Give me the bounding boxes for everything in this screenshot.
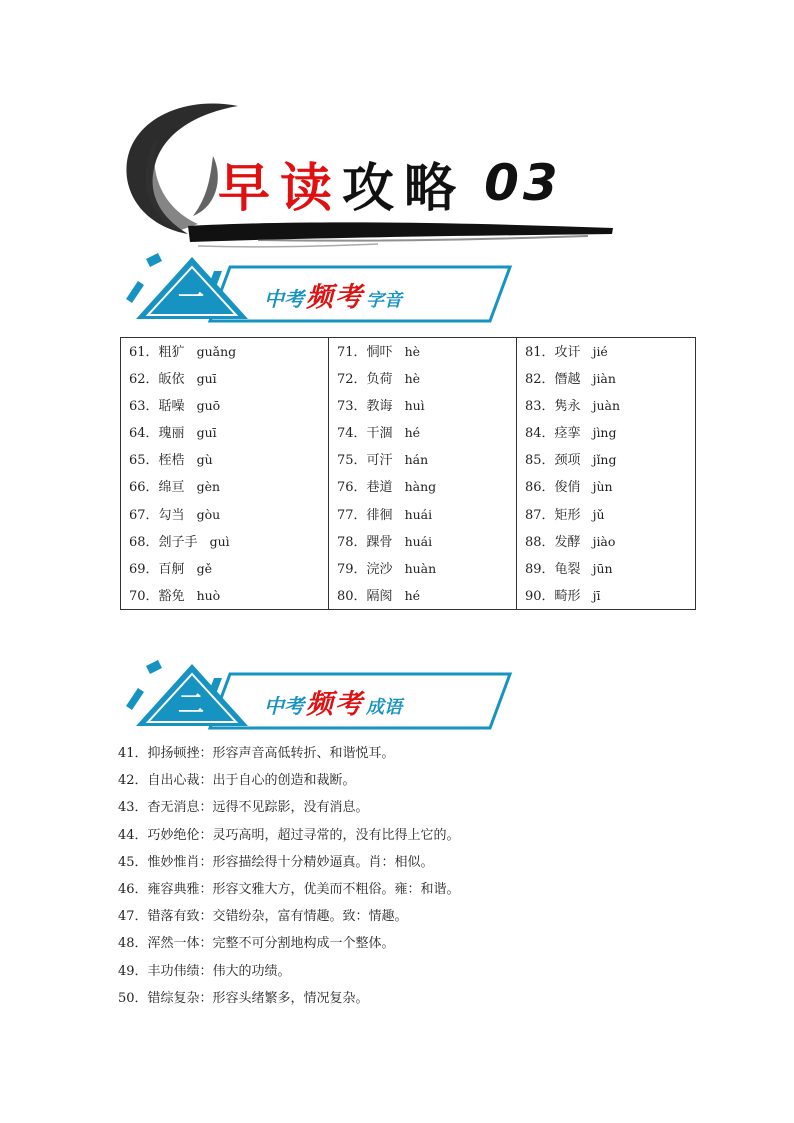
table-column: [121, 338, 328, 609]
table-column: [516, 338, 695, 609]
list-item: 43．杳无消息：远得不见踪影，没有消息。: [118, 800, 369, 816]
title-number: 03: [484, 154, 562, 212]
table-cell: 80．隔阂 hé: [337, 587, 421, 604]
section-number: 二: [177, 690, 204, 720]
section-header-pinyin: [118, 253, 518, 331]
list-item: 46．雍容典雅：形容文雅大方，优美而不粗俗。雍：和谐。: [118, 881, 460, 897]
table-cell: 83．隽永 juàn: [525, 398, 620, 415]
table-cell: 79．浣沙 huàn: [337, 560, 437, 577]
table-column: [328, 338, 516, 609]
table-cell: 64．瑰丽 guī: [129, 425, 217, 442]
table-cell: 77．徘徊 huái: [337, 506, 433, 523]
list-item: 41．抑扬顿挫：形容声音高低转折、和谐悦耳。: [118, 746, 395, 761]
section-title-part: 成语: [366, 697, 402, 718]
table-cell: 69．百舸 gě: [129, 560, 212, 577]
pinyin-table: [120, 337, 696, 610]
title-char: 攻: [342, 157, 399, 219]
table-cell: 87．矩形 jǔ: [525, 506, 605, 523]
list-item: 49．丰功伟绩：伟大的功绩。: [118, 963, 291, 979]
table-cell: 85．颈项 jǐng: [525, 452, 617, 469]
table-cell: 67．勾当 gòu: [129, 506, 221, 523]
section-title-part: 考: [335, 689, 362, 720]
section-title: [264, 682, 402, 721]
section-title-part: 频: [306, 689, 333, 720]
list-item: 42．自出心裁：出于自心的创造和裁断。: [118, 773, 356, 789]
header-banner: [118, 96, 678, 256]
table-cell: 71．恫吓 hè: [337, 344, 421, 360]
table-cell: 86．俊俏 jùn: [525, 479, 613, 496]
table-cell: 84．痉挛 jìng: [525, 425, 617, 442]
table-cell: 90．畸形 jī: [525, 587, 601, 604]
section-title-part: 中考: [264, 694, 304, 718]
table-cell: 74．干涸 hé: [337, 425, 421, 442]
table-cell: 68．刽子手 guì: [129, 533, 230, 550]
section-title: [264, 275, 402, 314]
section-number: 一: [177, 283, 204, 313]
section-title-part: 考: [335, 282, 362, 313]
list-item: 45．惟妙惟肖：形容描绘得十分精妙逼真。肖：相似。: [118, 854, 434, 870]
table-cell: 70．豁免 huò: [129, 587, 221, 604]
list-item: 47．错落有致：交错纷杂，富有情趣。致：情趣。: [118, 909, 408, 925]
table-cell: 75．可汗 hán: [337, 452, 429, 469]
section-title-part: 频: [306, 282, 333, 313]
title-char: 读: [280, 157, 337, 219]
table-cell: 76．巷道 hàng: [337, 479, 437, 496]
table-cell: 78．踝骨 huái: [337, 533, 433, 550]
table-cell: 61．粗犷 guǎng: [129, 344, 237, 360]
section-title-part: 中考: [264, 287, 304, 311]
table-cell: 82．僭越 jiàn: [525, 371, 616, 388]
table-cell: 62．皈依 guī: [129, 371, 217, 388]
table-cell: 73．教诲 huì: [337, 398, 425, 415]
page-title: [218, 148, 562, 218]
idiom-list: [118, 744, 698, 1016]
table-cell: 65．桎梏 gù: [129, 452, 213, 469]
table-cell: 66．绵亘 gèn: [129, 479, 221, 496]
title-char: 略: [404, 157, 461, 219]
title-char: 早: [218, 157, 275, 219]
list-item: 48．浑然一体：完整不可分割地构成一个整体。: [118, 936, 395, 952]
list-item: 44．巧妙绝伦：灵巧高明，超过寻常的，没有比得上它的。: [118, 827, 460, 843]
section-title-part: 字音: [366, 290, 402, 311]
section-header-idioms: [118, 660, 518, 738]
table-cell: 89．龟裂 jūn: [525, 560, 613, 577]
table-cell: 63．聒噪 guō: [129, 398, 221, 415]
table-cell: 81．攻讦 jié: [525, 344, 608, 360]
table-cell: 88．发酵 jiào: [525, 533, 616, 550]
table-cell: 72．负荷 hè: [337, 371, 421, 388]
list-item: 50．错综复杂：形容头绪繁多，情况复杂。: [118, 990, 369, 1006]
